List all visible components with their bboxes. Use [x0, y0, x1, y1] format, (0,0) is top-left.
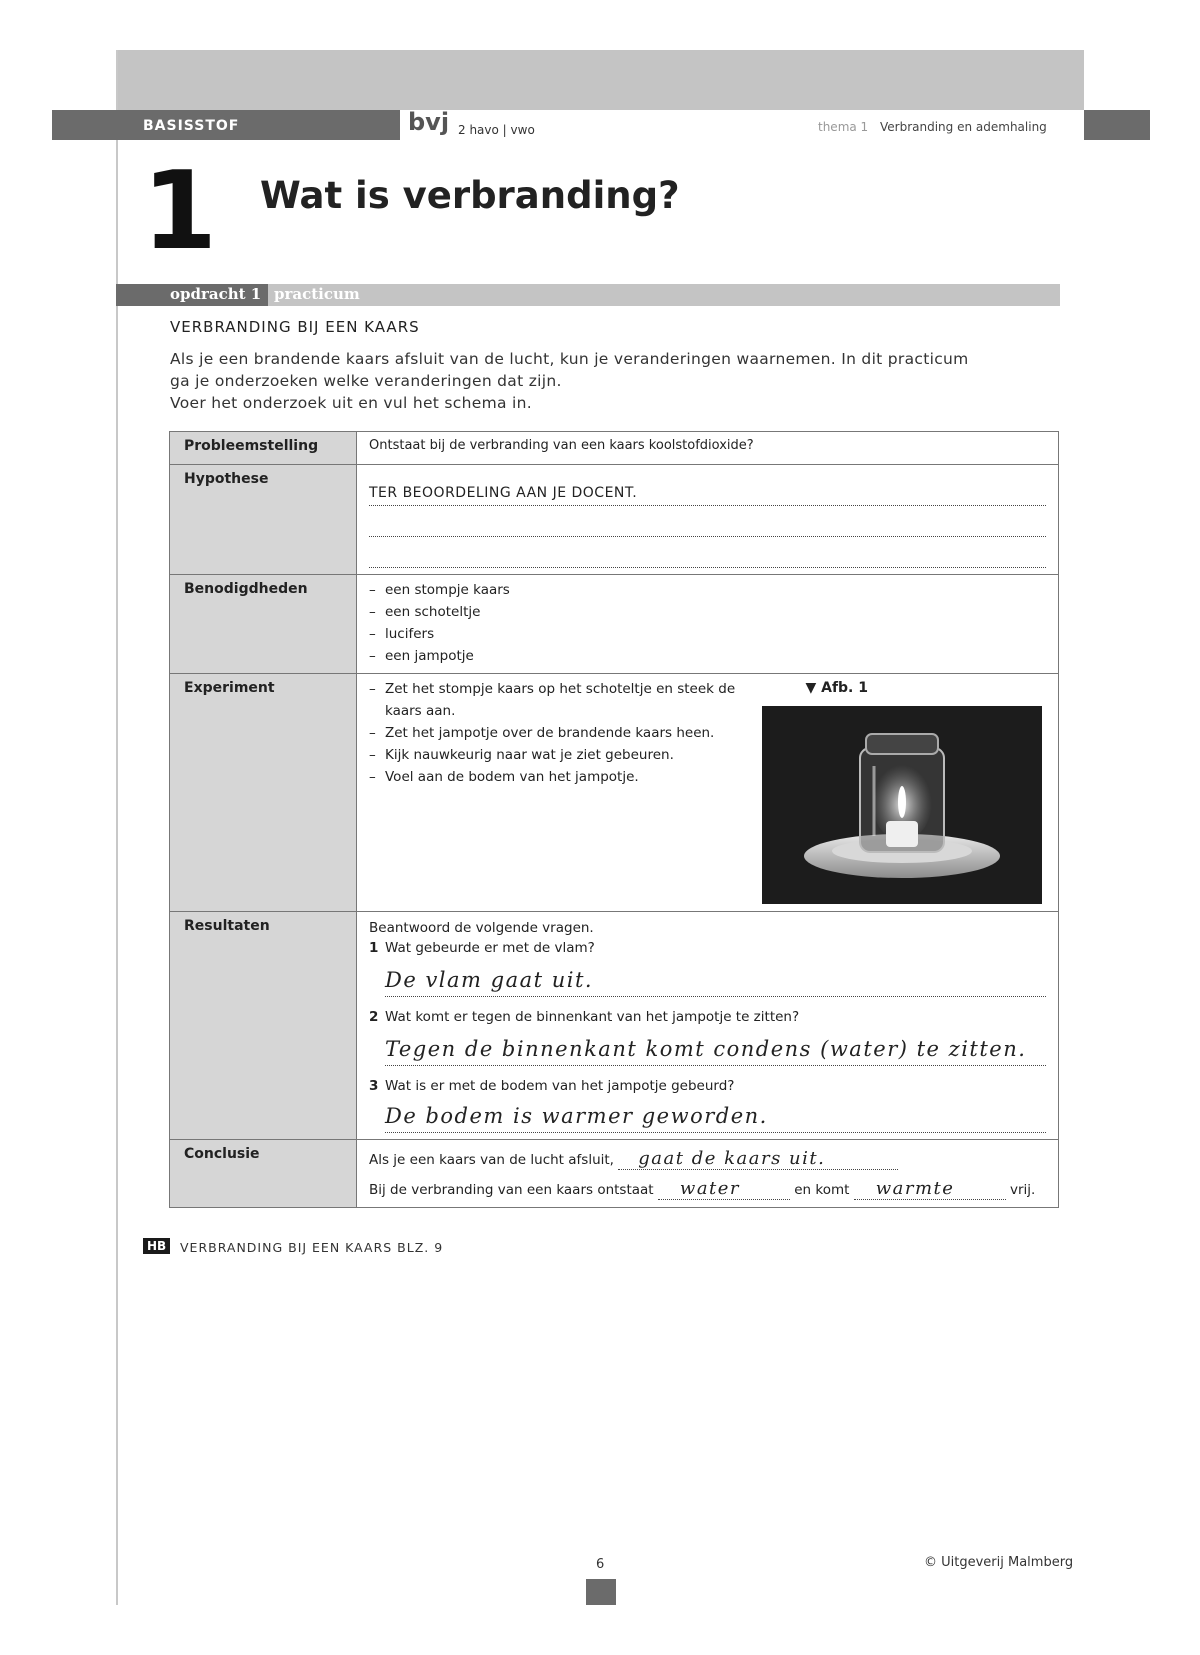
top-band: [118, 50, 1084, 110]
row-conclusie: [170, 1140, 1059, 1208]
question-text: Wat is er met de bodem van het jampotje gebeurd?: [385, 1078, 735, 1094]
answer-2[interactable]: Tegen de binnenkant komt condens (water) te zitten.: [385, 1037, 1046, 1066]
assignment-type: practicum: [274, 285, 360, 303]
hypothese-answer: TER BEOORDELING AAN JE DOCENT.: [369, 485, 1046, 506]
experiment-step: – Kijk nauwkeurig naar wat je ziet gebeuren.: [369, 744, 769, 766]
thema-title: Verbranding en ademhaling: [880, 120, 1047, 134]
section-label: BASISSTOF: [143, 118, 240, 134]
question-number: 1: [369, 940, 379, 956]
material-item: – lucifers: [369, 623, 1046, 645]
assignment-label: opdracht 1: [170, 285, 262, 303]
conclusion-answer-warmte[interactable]: warmte: [854, 1178, 1006, 1200]
conclusion-line-1: [369, 1148, 1046, 1178]
page-number: 6: [596, 1557, 605, 1572]
row-probleemstelling: [170, 432, 1059, 465]
conclusion-line-2: [369, 1178, 1046, 1200]
conclusion-prefix-1: Als je een kaars van de lucht afsluit,: [369, 1152, 614, 1168]
conclusion-prefix-2: Bij de verbranding van een kaars ontstaat: [369, 1182, 654, 1198]
thema-number: thema 1: [818, 120, 869, 134]
label-experiment: Experiment: [170, 674, 357, 912]
question-number: 2: [369, 1009, 379, 1025]
question-number: 3: [369, 1078, 379, 1094]
candle-jar-illustration: [762, 706, 1042, 904]
conclusion-answer-water[interactable]: water: [658, 1178, 790, 1200]
experiment-step: – Voel aan de bodem van het jampotje.: [369, 766, 769, 788]
question-2: [369, 1007, 1046, 1027]
conclusion-suffix: vrij.: [1010, 1182, 1036, 1198]
copyright: © Uitgeverij Malmberg: [924, 1555, 1074, 1570]
levels-text: 2 havo | vwo: [458, 123, 535, 137]
hypothese-line-3: [369, 537, 1046, 568]
row-benodigdheden: [170, 575, 1059, 674]
material-item: – een jampotje: [369, 645, 1046, 667]
answer-3[interactable]: De bodem is warmer geworden.: [385, 1104, 1046, 1133]
intro-line-2: ga je onderzoeken welke veranderingen dat zijn.: [170, 372, 562, 390]
hypothese-line-2: [369, 506, 1046, 537]
brand-logo: bvj: [408, 108, 450, 136]
candle-jar-photo: [762, 706, 1042, 904]
chapter-title: Wat is verbranding?: [260, 174, 680, 217]
question-3: [369, 1076, 1046, 1096]
header-right-block: [1084, 110, 1150, 140]
experiment-step: – Zet het stompje kaars op het schoteltje en steek de kaars aan.: [369, 678, 769, 722]
answer-1[interactable]: De vlam gaat uit.: [385, 968, 1046, 997]
research-scheme-table: [169, 431, 1059, 1208]
question-text: Wat gebeurde er met de vlam?: [385, 940, 595, 956]
experiment-step: – Zet het jampotje over de brandende kaars heen.: [369, 722, 769, 744]
intro-line-1: Als je een brandende kaars afsluit van de lucht, kun je veranderingen waarnemen. In dit practicum: [170, 350, 969, 368]
bottom-tab-block: [586, 1579, 616, 1605]
label-conclusie: Conclusie: [170, 1140, 357, 1208]
row-experiment: [170, 674, 1059, 912]
conclusion-answer-1[interactable]: gaat de kaars uit.: [618, 1148, 898, 1170]
label-resultaten: Resultaten: [170, 912, 357, 1140]
textbook-reference: VERBRANDING BIJ EEN KAARS BLZ. 9: [180, 1240, 444, 1255]
label-benodigdheden: Benodigdheden: [170, 575, 357, 674]
probleemstelling-text: Ontstaat bij de verbranding van een kaars koolstofdioxide?: [357, 432, 1059, 465]
figure-label: ▼ Afb. 1: [805, 680, 868, 696]
row-hypothese: [170, 465, 1059, 575]
label-probleemstelling: Probleemstelling: [170, 432, 357, 465]
experiment-steps: [369, 678, 769, 788]
intro-line-3: Voer het onderzoek uit en vul het schema in.: [170, 394, 532, 412]
material-item: – een stompje kaars: [369, 579, 1046, 601]
chapter-number: 1: [142, 149, 218, 274]
hb-badge: HB: [143, 1238, 170, 1254]
hypothese-field[interactable]: [357, 465, 1059, 575]
section-heading: VERBRANDING BIJ EEN KAARS: [170, 318, 420, 336]
question-1: [369, 938, 1046, 958]
material-item: – een schoteltje: [369, 601, 1046, 623]
question-text: Wat komt er tegen de binnenkant van het jampotje te zitten?: [385, 1009, 800, 1025]
label-hypothese: Hypothese: [170, 465, 357, 575]
results-intro: Beantwoord de volgende vragen.: [369, 920, 594, 936]
row-resultaten: [170, 912, 1059, 1140]
conclusion-mid: en komt: [794, 1182, 850, 1198]
materials-list: [369, 579, 1046, 667]
